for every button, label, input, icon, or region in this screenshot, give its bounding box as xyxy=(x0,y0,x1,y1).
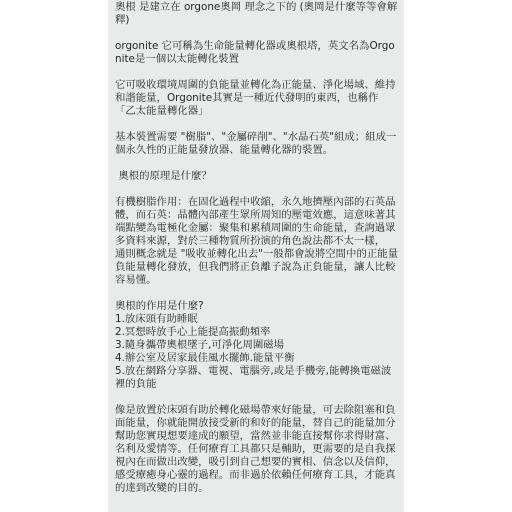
paragraph-components: 基本裝置需要 "樹脂"、"金屬碎削"、"水晶石英"組成；組成一個永久性的正能量發放器、能量轉化器的裝置。 xyxy=(115,131,397,156)
note-content xyxy=(115,1,398,508)
paragraph-intro: 奧根 是建立在 orgone奧岡 理念之下的 (奧岡是什麼等等會解釋) xyxy=(115,1,398,26)
paragraph-orgonite-definition: orgonite 它可稱為生命能量轉化器或奧根塔，英文名為Orgonite是一個以太能轉化裝置 xyxy=(115,40,395,65)
paragraph-closing: 像是放置於床頭有助於轉化磁場帶來好能量，可去除阻塞和負面能量，你就能開放接受新的和好的能量，替自己的能量加分幫助您實現想要達成的願望，當然並非能直接幫你求得財富、名利及愛情等。任何療育工具都只是輔助，更需要的是自我探視內在而做出改變，吸引到自己想要的實相、信念以及信仰，感受療癒身心靈的過程。而非過於依賴任何療育工具，才能真的達到改變的目的。 xyxy=(115,404,396,494)
paragraph-principle: 有機樹脂作用：在固化過程中收縮，永久地擠壓內部的石英晶體，而石英：晶體內部產生眾所周知的壓電效應，這意味著其端點變為電極化金屬：聚集和累積周圍的生命能量，查詢過眾多資料來源，對於三種物質所扮演的角色說法都不太一樣， 通則概念就是 "吸收並轉化出去"一般都會說將空間中的正能量負能量轉化發放，但我們將正負離子說為正負能量，讓人比較容易懂。 xyxy=(115,196,399,286)
note-panel xyxy=(108,0,404,512)
heading-principle: 奧根的原理是什麼？ xyxy=(115,170,212,182)
paragraph-function: 它可吸收環境周圍的負能量並轉化為正能量、淨化場域、維持和諧能量，Orgonite其實是一種近代發明的東西，也稱作「乙太能量轉化器」 xyxy=(115,79,396,117)
list-uses: 奧根的作用是什麼? 1.放床頭有助睡眠 2.冥想時放手心上能提高振動頻率 3.隨身攜帶奧根墜子,可淨化周圍磁場 4.辦公室及居家最佳風水擺飾.能量平衡 5.放在網路分享器、電視、電腦旁,或是手機旁,能轉換電磁波裡的負能 xyxy=(115,300,392,390)
